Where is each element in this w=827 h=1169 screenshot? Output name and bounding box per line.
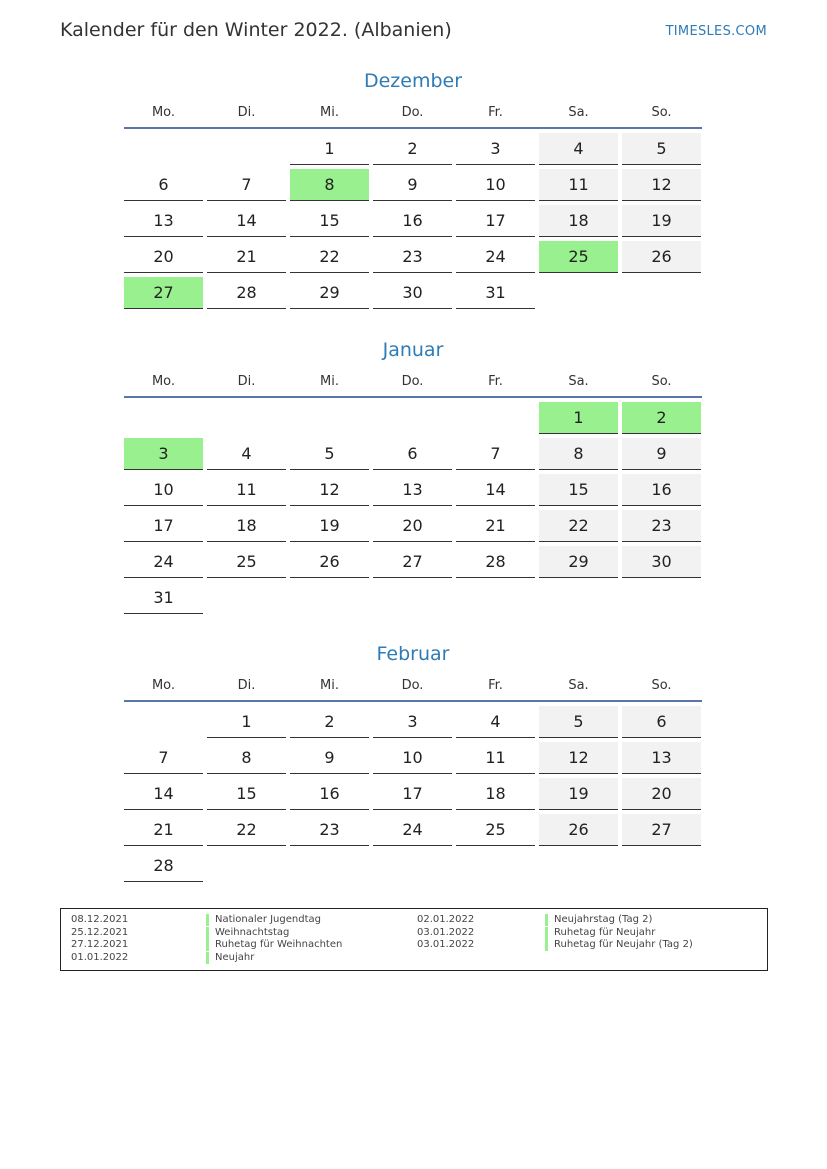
legend-holiday-name: Ruhetag für Neujahr (Tag 2)	[545, 939, 693, 951]
day-cell[interactable]: 9	[373, 169, 452, 201]
day-cell[interactable]: 10	[456, 169, 535, 201]
legend-holiday-name: Nationaler Jugendtag	[206, 914, 321, 926]
month-grid	[122, 706, 704, 886]
day-cell[interactable]: 19	[622, 205, 701, 237]
legend-holiday-name: Weihnachtstag	[206, 927, 289, 939]
weekday-label: Sa.	[568, 105, 589, 120]
day-cell[interactable]: 11	[539, 169, 618, 201]
day-cell[interactable]: 13	[373, 474, 452, 506]
day-cell[interactable]: 16	[290, 778, 369, 810]
weekday-label: Di.	[237, 374, 256, 389]
empty-cell	[456, 582, 535, 614]
day-cell[interactable]: 21	[207, 241, 286, 273]
site-link[interactable]: TIMESLES.COM	[665, 24, 767, 39]
day-cell[interactable]: 9	[622, 438, 701, 470]
empty-cell	[290, 850, 369, 882]
week-row	[122, 133, 704, 169]
holiday-day-cell[interactable]: 3	[124, 438, 203, 470]
day-cell[interactable]: 28	[456, 546, 535, 578]
day-cell[interactable]: 6	[373, 438, 452, 470]
day-cell[interactable]: 21	[124, 814, 203, 846]
day-cell[interactable]: 29	[290, 277, 369, 309]
empty-cell	[373, 850, 452, 882]
day-cell[interactable]: 10	[373, 742, 452, 774]
month-januar	[122, 339, 704, 618]
empty-cell	[539, 277, 618, 309]
day-cell[interactable]: 25	[207, 546, 286, 578]
week-row	[122, 241, 704, 277]
empty-cell	[622, 277, 701, 309]
legend-holiday-name: Ruhetag für Neujahr	[545, 927, 655, 939]
legend-holiday-name: Neujahrstag (Tag 2)	[545, 914, 652, 926]
day-cell[interactable]: 24	[373, 814, 452, 846]
empty-cell	[373, 402, 452, 434]
week-row	[122, 474, 704, 510]
weekday-label: Mi.	[320, 374, 339, 389]
week-row	[122, 402, 704, 438]
week-row	[122, 169, 704, 205]
day-cell[interactable]: 14	[124, 778, 203, 810]
legend-date: 03.01.2022	[417, 926, 475, 938]
empty-cell	[373, 582, 452, 614]
holiday-day-cell[interactable]: 2	[622, 402, 701, 434]
month-name: Februar	[376, 643, 450, 665]
day-cell[interactable]: 31	[456, 277, 535, 309]
day-cell[interactable]: 7	[124, 742, 203, 774]
empty-cell	[207, 582, 286, 614]
weekday-header-row	[122, 105, 704, 127]
week-row	[122, 510, 704, 546]
empty-cell	[622, 850, 701, 882]
weekday-label: Fr.	[488, 105, 503, 120]
day-cell[interactable]: 20	[373, 510, 452, 542]
holiday-legend	[60, 908, 768, 971]
empty-cell	[207, 402, 286, 434]
day-cell[interactable]: 26	[539, 814, 618, 846]
day-cell[interactable]: 29	[539, 546, 618, 578]
day-cell[interactable]: 14	[456, 474, 535, 506]
day-cell[interactable]: 18	[456, 778, 535, 810]
day-cell[interactable]: 13	[124, 205, 203, 237]
legend-date: 27.12.2021	[71, 939, 129, 950]
day-cell[interactable]: 26	[622, 241, 701, 273]
week-row	[122, 546, 704, 582]
day-cell[interactable]: 22	[207, 814, 286, 846]
week-row	[122, 277, 704, 313]
day-cell[interactable]: 12	[539, 742, 618, 774]
header-divider	[124, 396, 702, 398]
day-cell[interactable]: 11	[456, 742, 535, 774]
day-cell[interactable]: 21	[456, 510, 535, 542]
holiday-day-cell[interactable]: 25	[539, 241, 618, 273]
weekday-label: Sa.	[568, 678, 589, 693]
day-cell[interactable]: 3	[373, 706, 452, 738]
day-cell[interactable]: 23	[622, 510, 701, 542]
weekday-label: Mi.	[320, 105, 339, 120]
day-cell[interactable]: 4	[456, 706, 535, 738]
holiday-day-cell[interactable]: 8	[290, 169, 369, 201]
weekday-header-row	[122, 374, 704, 396]
weekday-label: Di.	[237, 105, 256, 120]
day-cell[interactable]: 19	[290, 510, 369, 542]
day-cell[interactable]: 22	[539, 510, 618, 542]
day-cell[interactable]: 17	[373, 778, 452, 810]
weekday-label: Mo.	[151, 105, 176, 120]
page-title: Kalender für den Winter 2022. (Albanien)	[60, 19, 452, 41]
empty-cell	[124, 402, 203, 434]
day-cell[interactable]: 13	[622, 742, 701, 774]
weekday-label: So.	[651, 678, 672, 693]
day-cell[interactable]: 2	[373, 133, 452, 165]
day-cell[interactable]: 19	[539, 778, 618, 810]
month-grid	[122, 133, 704, 313]
day-cell[interactable]: 4	[207, 438, 286, 470]
day-cell[interactable]: 5	[539, 706, 618, 738]
day-cell[interactable]: 28	[124, 850, 203, 882]
empty-cell	[622, 582, 701, 614]
weekday-label: So.	[651, 105, 672, 120]
day-cell[interactable]: 17	[124, 510, 203, 542]
week-row	[122, 778, 704, 814]
day-cell[interactable]: 6	[622, 706, 701, 738]
weekday-label: Mo.	[151, 374, 176, 389]
day-cell[interactable]: 27	[373, 546, 452, 578]
day-cell[interactable]: 30	[373, 277, 452, 309]
day-cell[interactable]: 18	[207, 510, 286, 542]
day-cell[interactable]: 14	[207, 205, 286, 237]
day-cell[interactable]: 3	[456, 133, 535, 165]
day-cell[interactable]: 22	[290, 241, 369, 273]
day-cell[interactable]: 6	[124, 169, 203, 201]
month-dezember	[122, 70, 704, 313]
empty-cell	[207, 850, 286, 882]
day-cell[interactable]: 30	[622, 546, 701, 578]
legend-holiday-name: Ruhetag für Weihnachten	[206, 939, 342, 951]
month-grid	[122, 402, 704, 618]
weekday-label: Fr.	[488, 374, 503, 389]
empty-cell	[124, 133, 203, 165]
day-cell[interactable]: 20	[124, 241, 203, 273]
empty-cell	[124, 706, 203, 738]
day-cell[interactable]: 16	[373, 205, 452, 237]
day-cell[interactable]: 27	[622, 814, 701, 846]
weekday-label: Do.	[401, 374, 424, 389]
legend-date: 01.01.2022	[71, 951, 129, 963]
day-cell[interactable]: 24	[124, 546, 203, 578]
weekday-label: Di.	[237, 678, 256, 693]
legend-date: 08.12.2021	[71, 914, 129, 925]
legend-date: 03.01.2022	[417, 939, 475, 950]
day-cell[interactable]: 12	[622, 169, 701, 201]
week-row	[122, 850, 704, 886]
day-cell[interactable]: 15	[207, 778, 286, 810]
day-cell[interactable]: 8	[539, 438, 618, 470]
week-row	[122, 742, 704, 778]
empty-cell	[456, 850, 535, 882]
day-cell[interactable]: 11	[207, 474, 286, 506]
week-row	[122, 814, 704, 850]
week-row	[122, 582, 704, 618]
day-cell[interactable]: 23	[290, 814, 369, 846]
holiday-day-cell[interactable]: 1	[539, 402, 618, 434]
month-name: Januar	[382, 339, 444, 361]
weekday-label: Mi.	[320, 678, 339, 693]
empty-cell	[207, 133, 286, 165]
week-row	[122, 205, 704, 241]
day-cell[interactable]: 7	[207, 169, 286, 201]
empty-cell	[456, 402, 535, 434]
week-row	[122, 706, 704, 742]
weekday-label: Mo.	[151, 678, 176, 693]
day-cell[interactable]: 5	[622, 133, 701, 165]
day-cell[interactable]: 17	[456, 205, 535, 237]
day-cell[interactable]: 25	[456, 814, 535, 846]
day-cell[interactable]: 15	[539, 474, 618, 506]
day-cell[interactable]: 23	[373, 241, 452, 273]
day-cell[interactable]: 9	[290, 742, 369, 774]
day-cell[interactable]: 24	[456, 241, 535, 273]
day-cell[interactable]: 1	[290, 133, 369, 165]
month-februar	[122, 643, 704, 886]
day-cell[interactable]: 10	[124, 474, 203, 506]
day-cell[interactable]: 28	[207, 277, 286, 309]
header-divider	[124, 127, 702, 129]
month-name: Dezember	[363, 70, 463, 92]
day-cell[interactable]: 15	[290, 205, 369, 237]
day-cell[interactable]: 1	[207, 706, 286, 738]
holiday-day-cell[interactable]: 27	[124, 277, 203, 309]
weekday-header-row	[122, 678, 704, 700]
day-cell[interactable]: 7	[456, 438, 535, 470]
empty-cell	[539, 582, 618, 614]
legend-holiday-name: Neujahr	[206, 952, 254, 964]
day-cell[interactable]: 5	[290, 438, 369, 470]
empty-cell	[539, 850, 618, 882]
weekday-label: Sa.	[568, 374, 589, 389]
day-cell[interactable]: 12	[290, 474, 369, 506]
day-cell[interactable]: 2	[290, 706, 369, 738]
legend-date: 02.01.2022	[417, 914, 475, 925]
legend-date: 25.12.2021	[71, 926, 129, 938]
empty-cell	[290, 582, 369, 614]
weekday-label: Do.	[401, 105, 424, 120]
day-cell[interactable]: 31	[124, 582, 203, 614]
day-cell[interactable]: 16	[622, 474, 701, 506]
header-divider	[124, 700, 702, 702]
weekday-label: Do.	[401, 678, 424, 693]
day-cell[interactable]: 18	[539, 205, 618, 237]
day-cell[interactable]: 20	[622, 778, 701, 810]
day-cell[interactable]: 4	[539, 133, 618, 165]
empty-cell	[290, 402, 369, 434]
day-cell[interactable]: 8	[207, 742, 286, 774]
week-row	[122, 438, 704, 474]
day-cell[interactable]: 26	[290, 546, 369, 578]
weekday-label: Fr.	[488, 678, 503, 693]
weekday-label: So.	[651, 374, 672, 389]
